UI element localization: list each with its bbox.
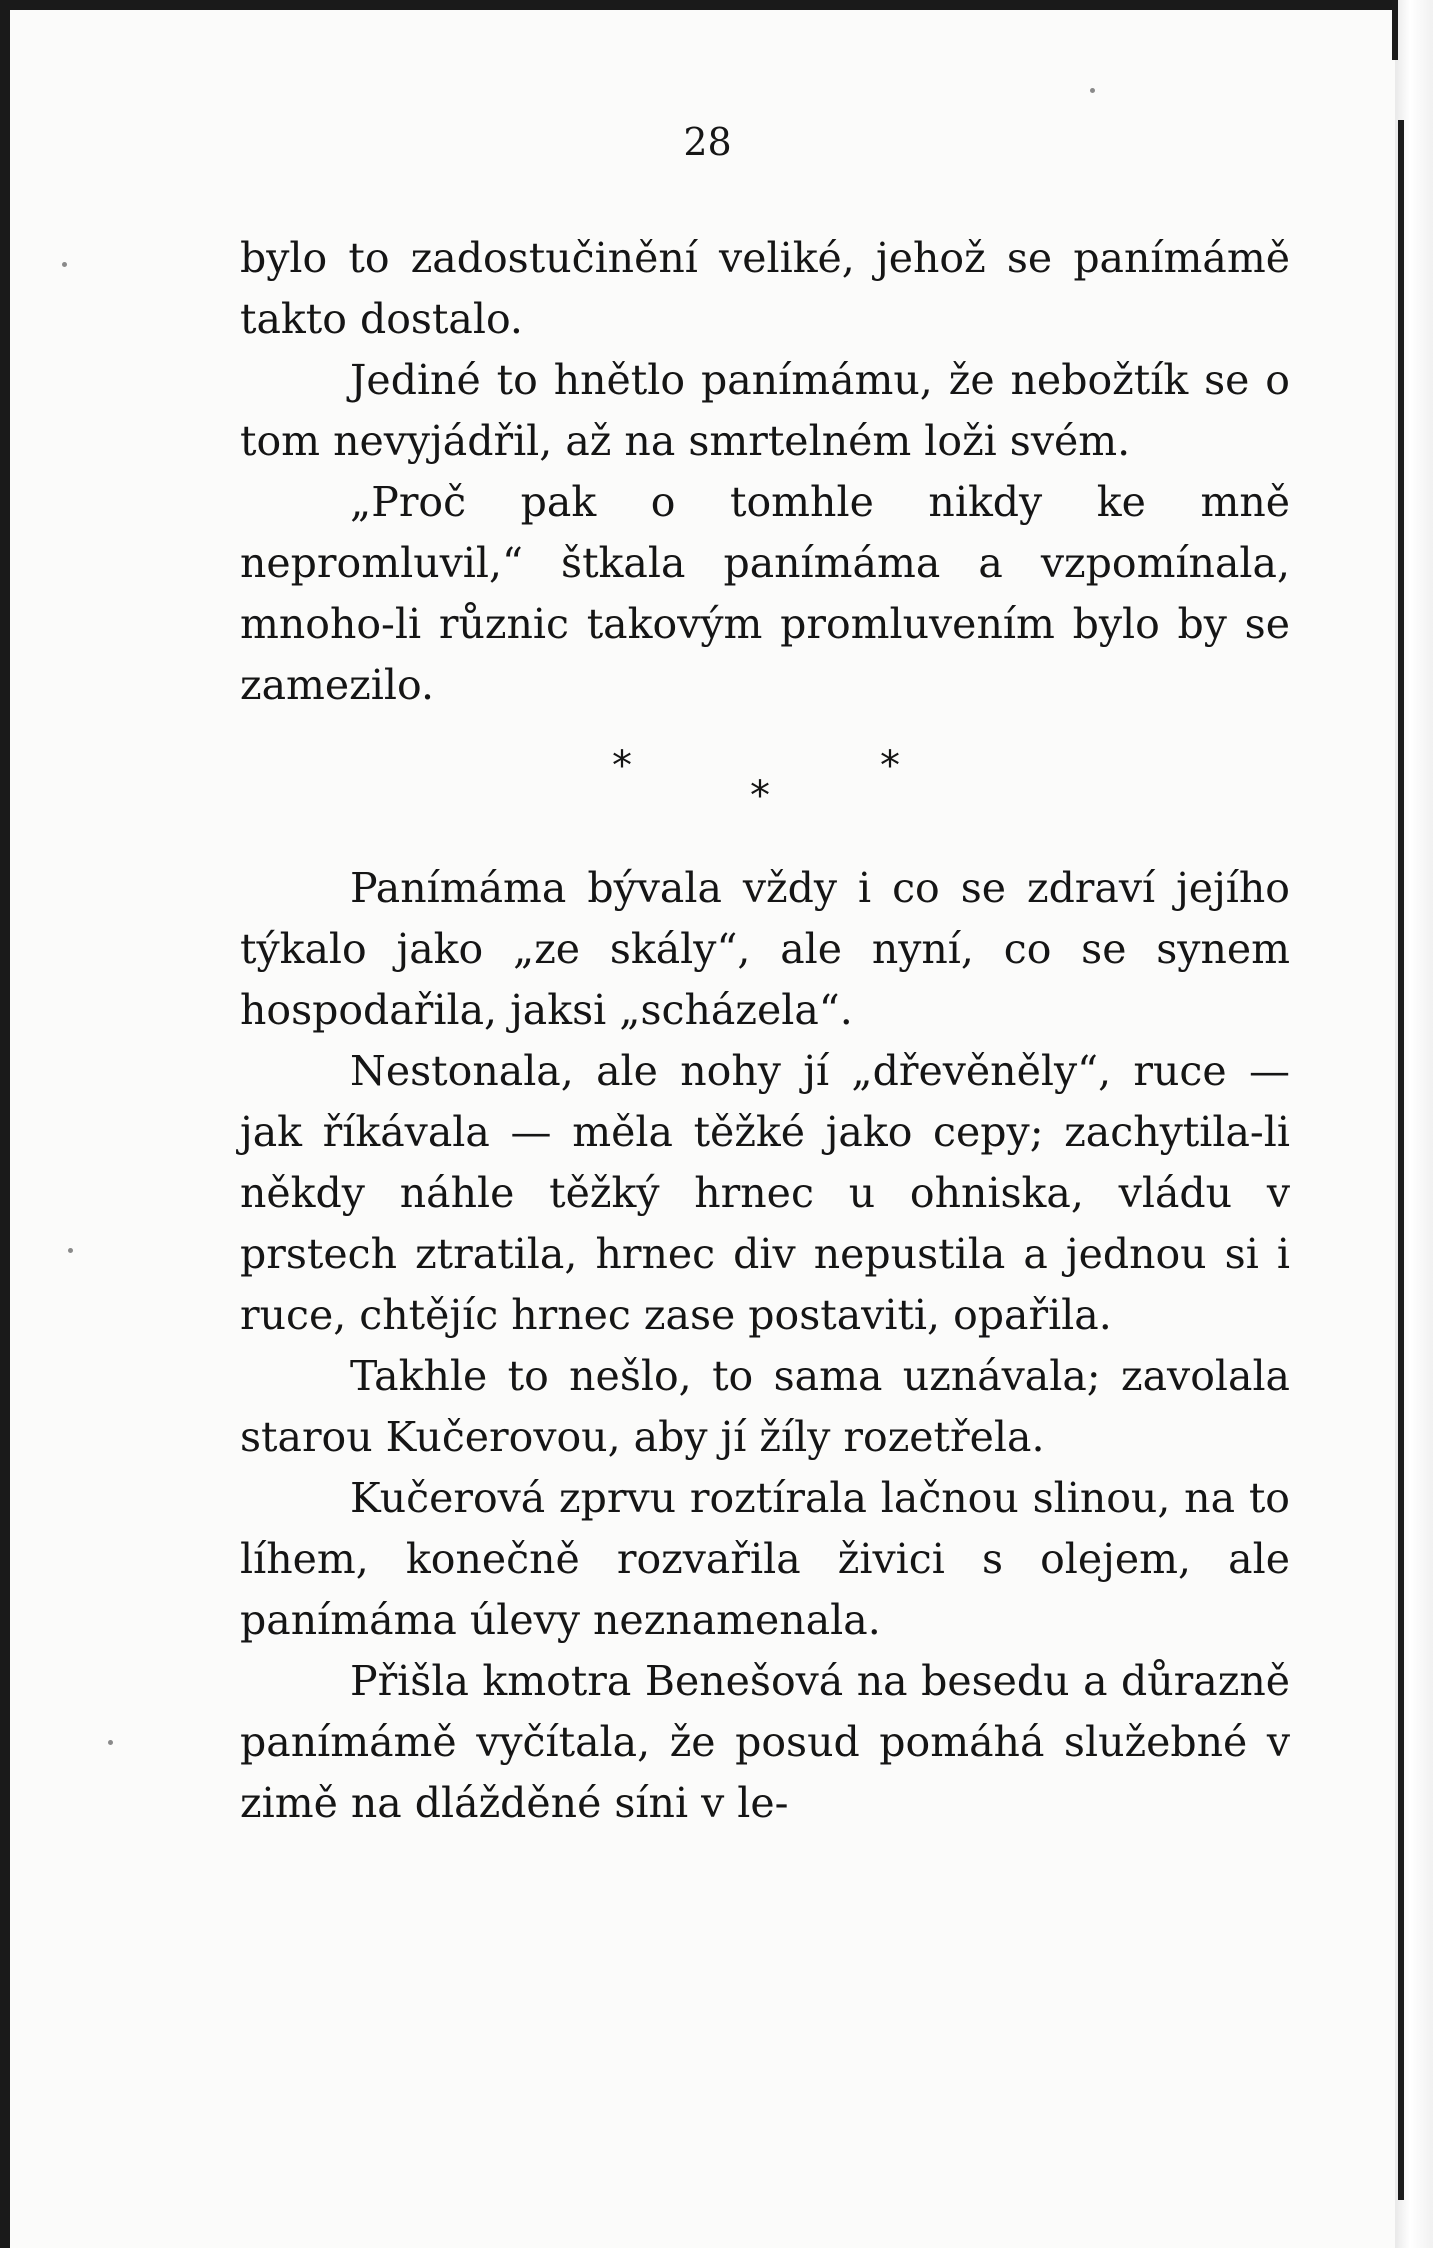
paragraph: Kučerová zprvu roztírala lačnou slinou, na to líhem, konečně rozvařila živici s olejem, ale panímáma úlevy neznamenala. [240,1474,1290,1644]
body-text [240,228,1290,1834]
paper-speck [108,1740,113,1745]
divider-star: * [880,743,900,789]
paragraph: Takhle to nešlo, to sama uznávala; zavolala starou Kučerovou, aby jí žíly rozetřela. [240,1352,1290,1461]
page-top-edge [10,0,1405,10]
divider-star: * [750,773,770,819]
paper-speck [62,262,67,267]
section-divider [240,716,1290,858]
divider-star: * [612,743,632,789]
paragraph: bylo to zadostučinění veliké, jehož se panímámě takto dostalo. [240,234,1290,343]
paper-speck [1090,88,1095,93]
paragraph: „Proč pak o tomhle nikdy ke mně nepromluvil,“ štkala panímáma a vzpomínala, mnoho-li různic takovým promluvením bylo by se zamezilo. [240,478,1290,709]
paragraph: Přišla kmotra Benešová na besedu a důrazně panímámě vyčítala, že posud pomáhá služebné v zimě na dlážděné síni v le- [240,1657,1290,1827]
page-edge-line [1392,0,1398,60]
paragraph: Panímáma bývala vždy i co se zdraví jejího týkalo jako „ze skály“, ale nyní, co se synem hospodařila, jaksi „scházela“. [240,864,1290,1034]
page-number: 28 [683,120,732,164]
page-edge-line [1398,120,1404,2200]
paper-speck [68,1248,73,1253]
paragraph: Jediné to hnětlo panímámu, že nebožtík se o tom nevyjádřil, až na smrtelném loži svém. [240,356,1290,465]
paragraph: Nestonala, ale nohy jí „dřevěněly“, ruce — jak říkávala — měla těžké jako cepy; zachytila-li někdy náhle těžký hrnec u ohniska, vládu v prstech ztratila, hrnec div nepustila a jednou si i ruce, chtějíc hrnec zase postaviti, opařila. [240,1047,1290,1339]
